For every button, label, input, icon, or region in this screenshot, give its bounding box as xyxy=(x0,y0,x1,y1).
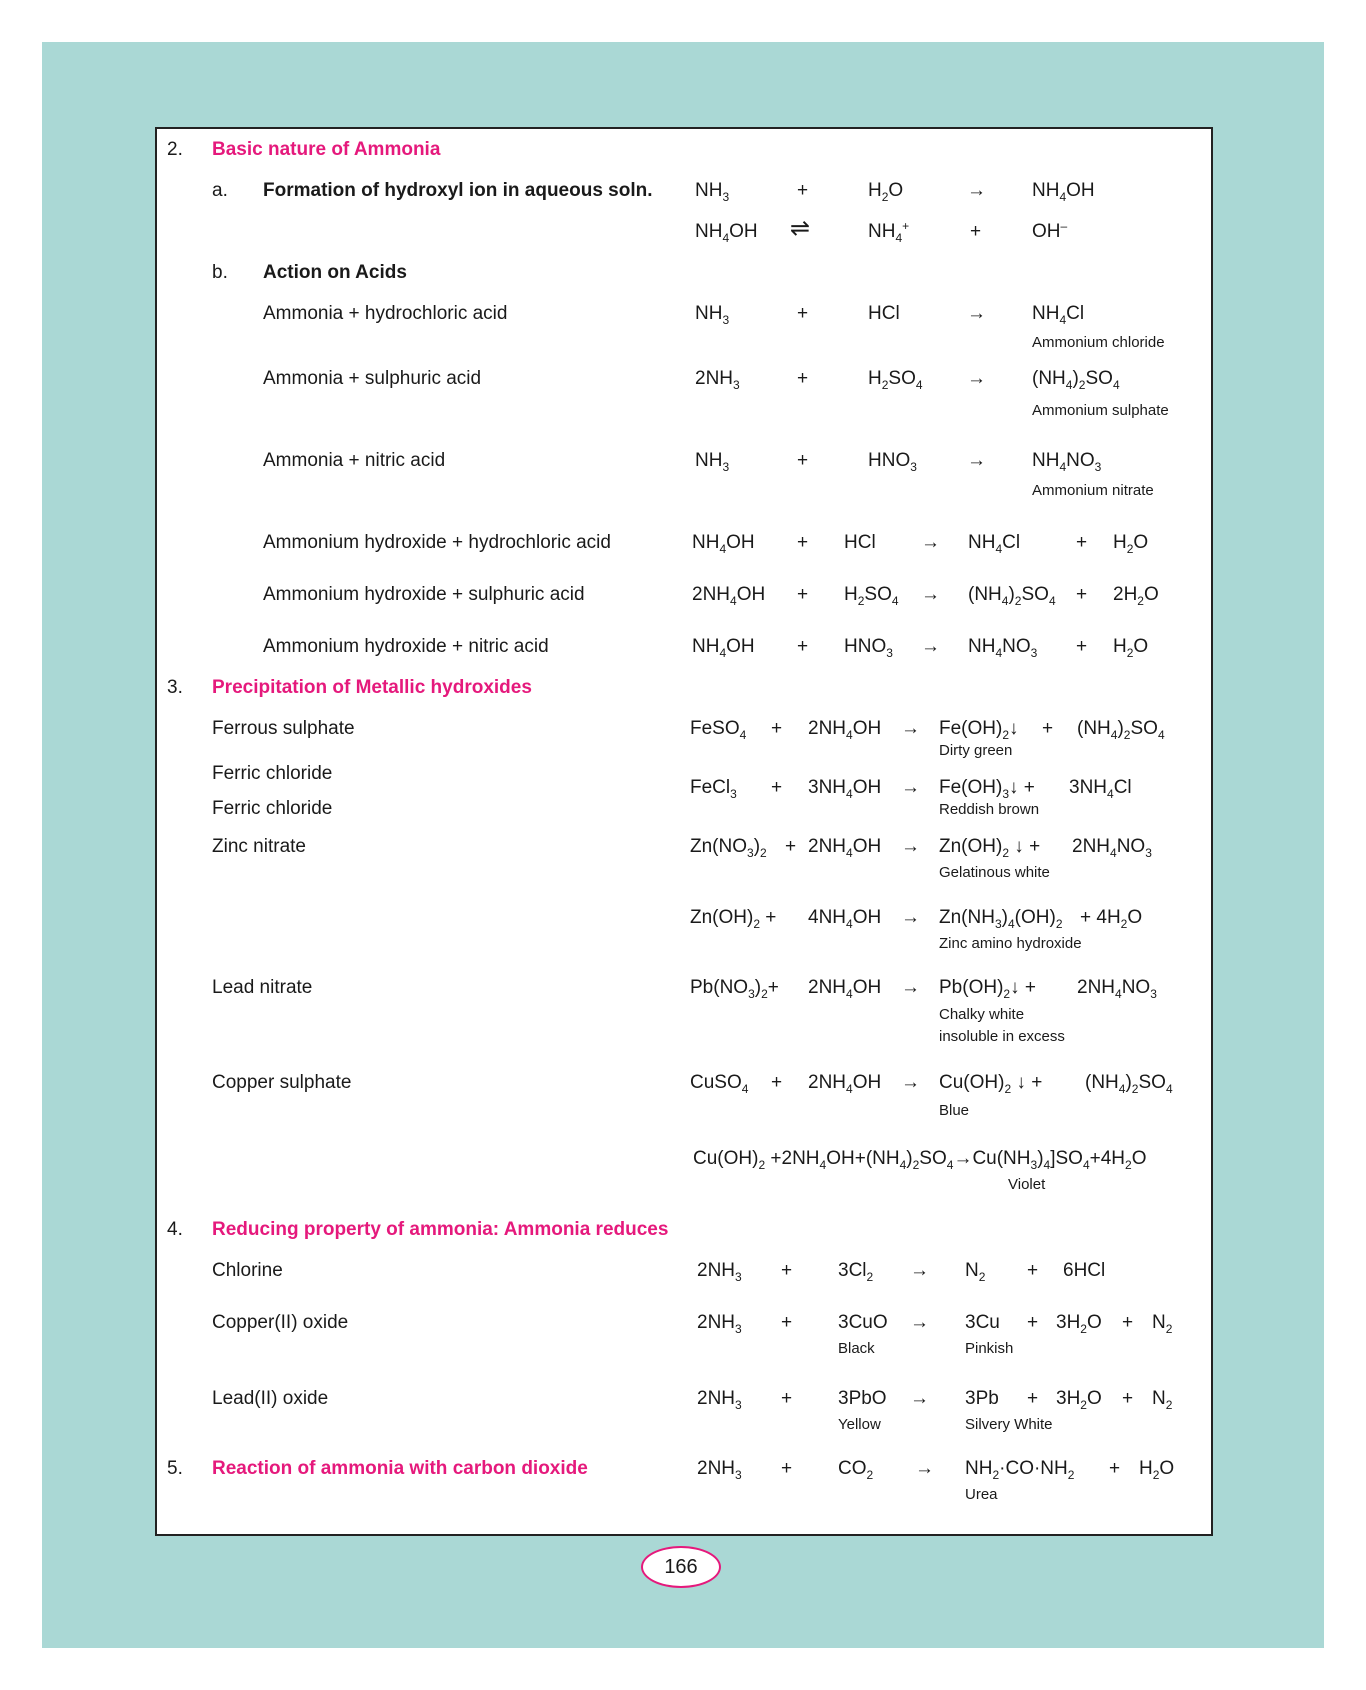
plus-sign: + xyxy=(1027,1260,1039,1281)
plus-sign: + xyxy=(781,1388,793,1409)
product-name: Ammonium chloride xyxy=(1032,334,1165,351)
equation: 3CuO xyxy=(838,1312,888,1333)
arrow: → xyxy=(910,1312,929,1333)
section-3-heading: Precipitation of Metallic hydroxides xyxy=(212,677,532,698)
section-5-number: 5. xyxy=(167,1458,183,1479)
arrow: → xyxy=(901,1072,920,1093)
equation: $2NH_4OH$ xyxy=(692,584,766,608)
product-color: Violet xyxy=(1008,1176,1046,1193)
reactant-color: Yellow xyxy=(838,1416,881,1433)
equation: $NH_4Cl$ xyxy=(1032,303,1085,327)
equation: $HNO_3$ xyxy=(868,450,917,474)
precipitate-color: Reddish brown xyxy=(939,801,1040,818)
arrow: → xyxy=(901,836,920,857)
plus-sign: + xyxy=(1042,718,1054,739)
reaction-label: Ammonium hydroxide + sulphuric acid xyxy=(263,584,585,605)
plus-sign: + xyxy=(785,836,797,857)
plus-sign: + xyxy=(797,584,809,605)
plus-sign: + xyxy=(1122,1388,1134,1409)
plus-sign: + xyxy=(797,532,809,553)
arrow: → xyxy=(967,303,986,324)
equation: $2NH_3$ xyxy=(695,368,740,392)
equation: $3H_2O$ xyxy=(1056,1312,1102,1336)
product-name: Zinc amino hydroxide xyxy=(939,935,1082,952)
equilibrium-arrow: ⇌ xyxy=(790,215,811,242)
reactant-label: Ferrous sulphate xyxy=(212,718,355,739)
equation: $HNO_3$ xyxy=(844,636,893,660)
plus-sign: + xyxy=(1122,1312,1134,1333)
reactant-label: Lead nitrate xyxy=(212,977,313,998)
plus-sign: + xyxy=(781,1458,793,1479)
arrow: → xyxy=(910,1260,929,1281)
equation: $Zn(OH)_2$ ↓ + xyxy=(939,836,1041,860)
plus-sign: + xyxy=(1027,1388,1039,1409)
section-3-number: 3. xyxy=(167,677,183,698)
equation: 3Cu xyxy=(965,1312,1000,1333)
equation: $3Cl_2$ xyxy=(838,1260,874,1284)
equation: $(NH_4)_2SO_4$ xyxy=(1077,718,1165,742)
equation: $3H_2O$ xyxy=(1056,1388,1102,1412)
reactant-label: Lead(II) oxide xyxy=(212,1388,329,1409)
equation: $H_2O$ xyxy=(868,180,904,204)
item-a-label: a. xyxy=(212,180,228,201)
product-name: Ammonium nitrate xyxy=(1032,482,1154,499)
equation: $NH_4^+$ xyxy=(868,219,910,245)
item-a-title: Formation of hydroxyl ion in aqueous soln. xyxy=(263,180,653,201)
equation: $NH_4Cl$ xyxy=(968,532,1021,556)
precipitate-note: insoluble in excess xyxy=(939,1028,1065,1045)
item-b-label: b. xyxy=(212,262,228,283)
equation: $Pb(OH)_2↓$ + xyxy=(939,977,1036,1001)
plus-sign: + xyxy=(781,1260,793,1281)
equation: $(NH_4)_2SO_4$ xyxy=(968,584,1056,608)
equation: + $4H_2O$ xyxy=(1080,907,1143,931)
arrow: → xyxy=(901,777,920,798)
equation: CuSO$_4$ xyxy=(690,1072,749,1096)
equation: 3Pb xyxy=(965,1388,999,1409)
equation: $(NH_4)_2SO_4$ xyxy=(1085,1072,1173,1096)
equation: $NH_4OH$ xyxy=(1032,180,1095,204)
equation: $Zn(NO_3)_2$ xyxy=(690,836,767,860)
equation: $NH_4NO_3$ xyxy=(1032,450,1102,474)
equation: 3PbO xyxy=(838,1388,887,1409)
reactant-label: Ferric chloride xyxy=(212,763,333,784)
equation: $2NH_4OH$ xyxy=(808,718,882,742)
equation: $N_2$ xyxy=(965,1260,986,1284)
arrow: → xyxy=(921,584,940,605)
equation: $NH_2\cdot CO\cdot NH_2$ xyxy=(965,1458,1075,1482)
product-color: Pinkish xyxy=(965,1340,1014,1357)
equation: $Zn(NH_3)_4(OH)_2$ xyxy=(939,907,1063,931)
precipitate-color: Dirty green xyxy=(939,742,1013,759)
equation: $Zn(OH)_2$ + xyxy=(690,907,777,931)
section-4-heading: Reducing property of ammonia: Ammonia reduces xyxy=(212,1219,669,1240)
arrow: → xyxy=(967,450,986,471)
reactant-label: Chlorine xyxy=(212,1260,283,1281)
reactant-label: Ferric chloride xyxy=(212,798,333,819)
equation: FeCl$_3$ xyxy=(690,777,737,801)
equation: $(NH_4)_2SO_4$ xyxy=(1032,368,1120,392)
equation: $2NH_4OH$ xyxy=(808,977,882,1001)
equation: $Cu(OH)_2 +2NH_4OH+(NH_4)_2SO_4\to Cu(NH_3)_4]SO_4+4H_2O$ xyxy=(693,1148,1147,1172)
plus-sign: + xyxy=(797,180,809,201)
equation: $NH_4OH$ xyxy=(695,221,758,245)
reactant-color: Black xyxy=(838,1340,875,1357)
plus-sign: + xyxy=(1076,636,1088,657)
precipitate-color: Blue xyxy=(939,1102,970,1119)
equation: $2NH_4NO_3$ xyxy=(1072,836,1152,860)
equation: $2NH_3$ xyxy=(697,1260,742,1284)
equation: $NH_3$ xyxy=(695,303,730,327)
equation: $NH_4OH$ xyxy=(692,636,755,660)
plus-sign: + xyxy=(797,636,809,657)
equation: $2H_2O$ xyxy=(1113,584,1159,608)
section-2-number: 2. xyxy=(167,139,183,160)
reaction-label: Ammonia + nitric acid xyxy=(263,450,446,471)
reactant-label: Zinc nitrate xyxy=(212,836,306,857)
page-number: 166 xyxy=(641,1546,721,1588)
plus-sign: + xyxy=(1109,1458,1121,1479)
plus-sign: + xyxy=(771,1072,783,1093)
plus-sign: + xyxy=(797,450,809,471)
arrow: → xyxy=(901,718,920,739)
equation: $2NH_4NO_3$ xyxy=(1077,977,1157,1001)
section-2-heading: Basic nature of Ammonia xyxy=(212,139,441,160)
equation: $NH_3$ xyxy=(695,180,730,204)
plus-sign: + xyxy=(1076,532,1088,553)
equation: $N_2$ xyxy=(1152,1312,1173,1336)
plus-sign: + xyxy=(797,368,809,389)
reaction-label: Ammonium hydroxide + hydrochloric acid xyxy=(263,532,611,553)
reaction-label: Ammonia + hydrochloric acid xyxy=(263,303,508,324)
equation: $H_2O$ xyxy=(1113,532,1149,556)
product-name: Urea xyxy=(965,1486,998,1503)
equation: FeSO$_4$ xyxy=(690,718,747,742)
equation: $2NH_3$ xyxy=(697,1458,742,1482)
reactant-label: Copper sulphate xyxy=(212,1072,352,1093)
plus-sign: + xyxy=(771,718,783,739)
plus-sign: + xyxy=(1027,1312,1039,1333)
arrow: → xyxy=(910,1388,929,1409)
arrow: → xyxy=(901,977,920,998)
item-b-title: Action on Acids xyxy=(263,262,407,283)
equation: $H_2SO_4$ xyxy=(868,368,923,392)
equation: $2NH_3$ xyxy=(697,1388,742,1412)
plus-sign: + xyxy=(1076,584,1088,605)
equation: $H_2O$ xyxy=(1113,636,1149,660)
equation: $NH_4NO_3$ xyxy=(968,636,1038,660)
plus-sign: + xyxy=(781,1312,793,1333)
arrow: → xyxy=(967,368,986,389)
equation: $Cu(OH)_2$ ↓ + xyxy=(939,1072,1043,1096)
product-name: Ammonium sulphate xyxy=(1032,402,1169,419)
equation: $Fe(OH)_3↓$ + xyxy=(939,777,1035,801)
equation: $Pb(NO_3)_2+$ xyxy=(690,977,779,1001)
equation: 6HCl xyxy=(1063,1260,1106,1281)
section-5-heading: Reaction of ammonia with carbon dioxide xyxy=(212,1458,588,1479)
arrow: → xyxy=(915,1458,934,1479)
reaction-label: Ammonia + sulphuric acid xyxy=(263,368,482,389)
precipitate-color: Chalky white xyxy=(939,1006,1025,1023)
equation: $NH_4OH$ xyxy=(692,532,755,556)
reaction-label: Ammonium hydroxide + nitric acid xyxy=(263,636,549,657)
plus-sign: + xyxy=(771,777,783,798)
precipitate-color: Gelatinous white xyxy=(939,864,1050,881)
equation: $3NH_4OH$ xyxy=(808,777,882,801)
equation: $N_2$ xyxy=(1152,1388,1173,1412)
equation: $Fe(OH)_2↓$ xyxy=(939,718,1019,742)
plus-sign: + xyxy=(797,303,809,324)
equation: $H_2SO_4$ xyxy=(844,584,899,608)
equation: HCl xyxy=(844,532,876,553)
arrow: → xyxy=(921,532,940,553)
equation: $3NH_4Cl$ xyxy=(1069,777,1132,801)
section-4-number: 4. xyxy=(167,1219,183,1240)
equation: $NH_3$ xyxy=(695,450,730,474)
arrow: → xyxy=(921,636,940,657)
equation: $2NH_4OH$ xyxy=(808,1072,882,1096)
arrow: → xyxy=(967,180,986,201)
equation: $2NH_3$ xyxy=(697,1312,742,1336)
equation: OH– xyxy=(1032,219,1068,242)
equation: $4NH_4OH$ xyxy=(808,907,882,931)
equation: $2NH_4OH$ xyxy=(808,836,882,860)
arrow: → xyxy=(901,907,920,928)
reactant-label: Copper(II) oxide xyxy=(212,1312,349,1333)
product-color: Silvery White xyxy=(965,1416,1053,1433)
equation: $H_2O$ xyxy=(1139,1458,1175,1482)
plus-sign: + xyxy=(970,221,982,242)
equation: HCl xyxy=(868,303,900,324)
equation: $CO_2$ xyxy=(838,1458,874,1482)
